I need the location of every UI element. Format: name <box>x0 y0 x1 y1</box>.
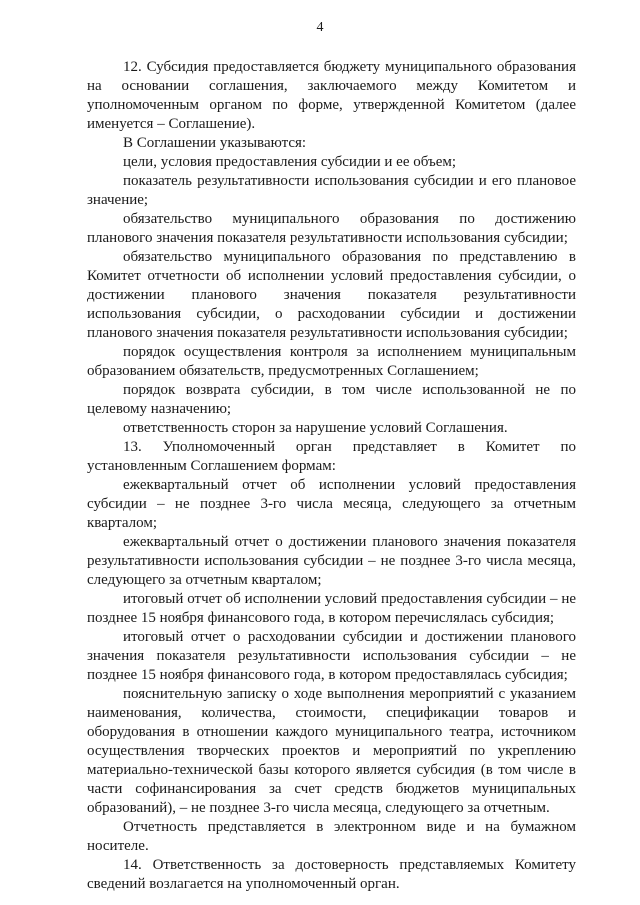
paragraph-14-responsibility: 14. Ответственность за достоверность представляемых Комитету сведений возлагается на уполномоченный орган. <box>87 857 576 892</box>
list-item-indicator: показатель результативности использования субсидии и его плановое значение; <box>87 173 576 208</box>
paragraph-12-subsidy-agreement: 12. Субсидия предоставляется бюджету муниципального образования на основании соглашения, заключаемого между Комитетом и уполномоченным органом по форме, утвержденной Комитетом (далее именуется – Соглашение). <box>87 59 576 132</box>
list-item-obligation-achievement: обязательство муниципального образования по достижению планового значения показателя результативности использования субсидии; <box>87 211 576 246</box>
report-item-final-conditions: итоговый отчет об исполнении условий предоставления субсидии – не позднее 15 ноября финансового года, в котором перечислялась субсидия; <box>87 591 576 626</box>
paragraph-reporting-format: Отчетность представляется в электронном виде и на бумажном носителе. <box>87 819 576 854</box>
report-item-quarterly-conditions: ежеквартальный отчет об исполнении условий предоставления субсидии – не позднее 3-го числа месяца, следующего за отчетным кварталом; <box>87 477 576 531</box>
report-item-explanatory-note: пояснительную записку о ходе выполнения мероприятий с указанием наименования, количества, стоимости, спецификации товаров и оборудования в отношении каждого муниципального театра, источником осуществления творческих проектов и мероприятий по укреплению материально-технической базы которого является субсидия (в том числе в части софинансирования за счет средств бюджетов муниципальных образований), – не позднее 3-го числа месяца, следующего за отчетным. <box>87 686 576 816</box>
list-item-control-procedure: порядок осуществления контроля за исполнением муниципальным образованием обязательств, предусмотренных Соглашением; <box>87 344 576 379</box>
list-item-responsibility: ответственность сторон за нарушение условий Соглашения. <box>123 420 508 436</box>
paragraph-agreement-contents-intro: В Соглашении указываются: <box>123 135 307 151</box>
list-item-goals: цели, условия предоставления субсидии и ее объем; <box>123 154 457 170</box>
list-item-return-procedure: порядок возврата субсидии, в том числе использованной не по целевому назначению; <box>87 382 576 417</box>
paragraph-13-reporting: 13. Уполномоченный орган представляет в Комитет по установленным Соглашением формам: <box>87 439 576 474</box>
report-item-final-expenditure: итоговый отчет о расходовании субсидии и достижении планового значения показателя результативности использования субсидии – не позднее 15 ноября финансового года, в котором предоставлялась субсидия; <box>87 629 576 683</box>
report-item-quarterly-indicator: ежеквартальный отчет о достижении планового значения показателя результативности использования субсидии – не позднее 3-го числа месяца, следующего за отчетным кварталом; <box>87 534 576 588</box>
page-number: 4 <box>316 20 324 35</box>
list-item-obligation-reporting: обязательство муниципального образования по представлению в Комитет отчетности об исполнении условий предоставления субсидии, о достижении планового значения показателя результативности использования субсидии, о расходовании субсидии и достижении планового значения показателя результативности использования субсидии; <box>87 249 576 341</box>
document-body <box>87 58 576 894</box>
